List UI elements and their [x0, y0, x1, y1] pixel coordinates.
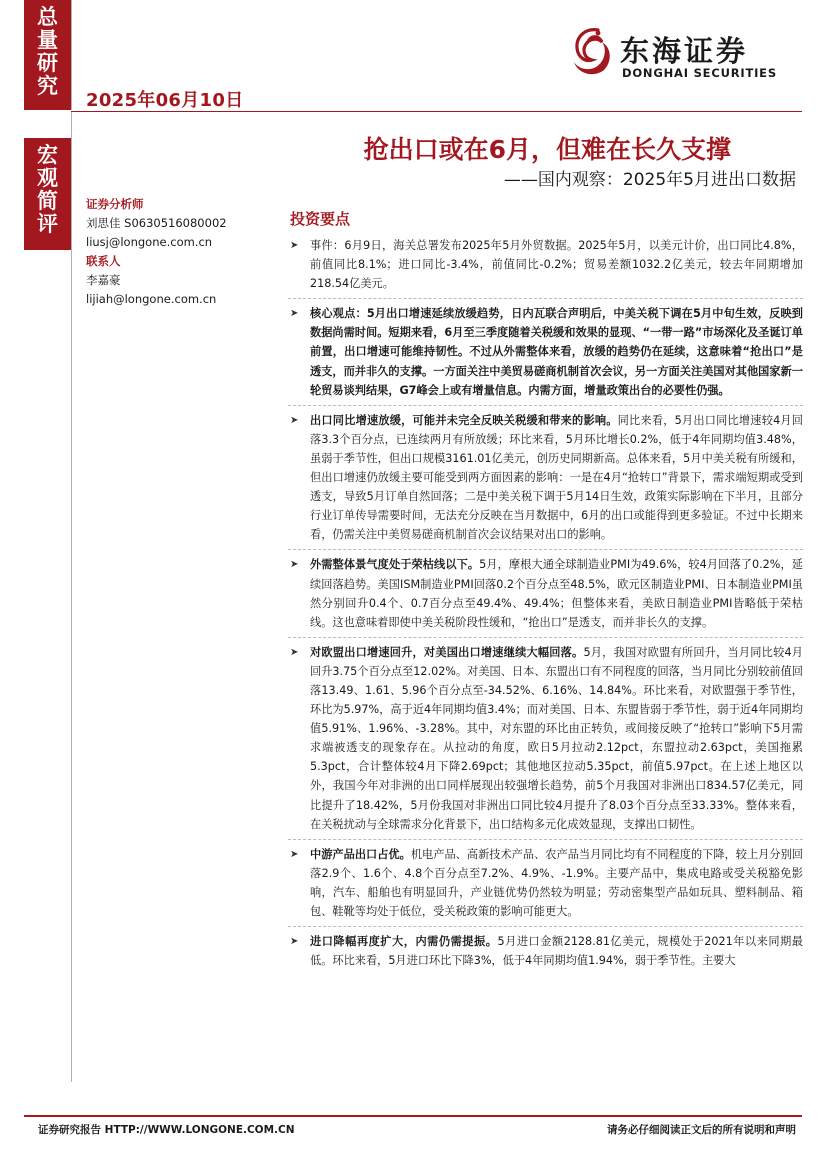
arrow-bullet-icon: ➤ — [290, 414, 299, 426]
report-subtitle: ——国内观察：2025年5月进出口数据 — [503, 170, 796, 190]
analyst-email: liusj@longone.com.cn — [86, 235, 213, 249]
arrow-bullet-icon: ➤ — [290, 848, 299, 860]
contact-name: 李嘉豪 — [86, 273, 121, 287]
arrow-bullet-icon: ➤ — [290, 646, 299, 658]
bullet-lead: 进口降幅再度扩大，内需仍需提振。 — [310, 935, 498, 949]
category-char: 研 — [37, 51, 58, 75]
footer-rule — [24, 1115, 802, 1117]
footer-disclaimer: 请务必仔细阅读正文后的所有说明和声明 — [607, 1124, 796, 1136]
category-char: 量 — [37, 28, 58, 52]
sidebar-divider — [71, 0, 72, 110]
bullet-lead: 对欧盟出口增速回升，对美国出口增速继续大幅回落。 — [310, 645, 584, 659]
arrow-bullet-icon: ➤ — [290, 936, 299, 948]
contact-label: 联系人 — [86, 254, 121, 268]
list-item — [288, 845, 803, 921]
logo-text-cn: 东海证券 — [620, 34, 749, 68]
analyst-block — [86, 195, 276, 309]
bullet-text: 事件：6月9日，海关总署发布2025年5月外贸数据。2025年5月，以美元计价，出口同比4.8%，前值同比8.1%；进口同比-3.4%，前值同比-0.2%；贸易差额1032.2亿美元，较去年同期增加218.54亿美元。 — [310, 239, 803, 291]
logo-text-en: DONGHAI SECURITIES — [622, 66, 777, 80]
category-char: 观 — [37, 166, 58, 190]
key-points-list — [288, 236, 803, 981]
dragon-logo-icon — [568, 24, 616, 80]
footer-website: 证券研究报告 HTTP://WWW.LONGONE.COM.CN — [38, 1124, 295, 1136]
report-title: 抢出口或在6月，但难在长久支撑 — [363, 135, 731, 164]
category-char: 宏 — [37, 143, 58, 167]
category-char: 究 — [37, 74, 58, 98]
bullet-text: 5月，摩根大通全球制造业PMI为49.6%，较4月回落了0.2%，延续回落趋势。美国ISM制造业PMI回落0.2个百分点至48.5%，欧元区制造业PMI、日本制造业PMI虽然分别回升0.4个、0.7百分点至49.4%、49.4%；但整体来看，美欧日制造业PMI皆略低于荣枯线。这也意味着即使中美关税阶段性缓和，“抢出口”是透支，而并非长久的支撑。 — [310, 558, 803, 629]
category-tab-research — [24, 0, 71, 110]
sidebar-divider — [71, 112, 72, 1082]
bullet-lead: 出口同比增速放缓，可能并未完全反映关税缓和带来的影响。 — [310, 413, 618, 427]
bullet-lead: 中游产品出口占优。 — [310, 847, 411, 861]
list-item — [288, 643, 803, 834]
category-char: 简 — [37, 189, 58, 213]
analyst-label: 证券分析师 — [86, 197, 144, 211]
donghai-logo — [568, 24, 798, 84]
list-item — [288, 555, 803, 631]
bullet-text: 5月进口金额2128.81亿美元，规模处于2021年以来同期最低。环比来看，5月进口环比下降3%，低于4年同期均值1.94%，弱于季节性。主要大 — [310, 935, 803, 968]
analyst-name: 刘思佳 S0630516080002 — [86, 216, 227, 230]
bullet-text: 同比来看，5月出口同比增速较4月回落3.3个百分点，已连续两月有所放缓；环比来看，5月环比增长0.2%，低于4年同期均值3.48%，虽弱于季节性，但出口规模3161.01亿美元，创历史同期新高。总体来看，5月中美关税有所缓和，但出口增速仍放缓主要可能受到两方面因素的影响：一是在4月“抢转口”背景下，需求端短期或受到透支，导致5月订单自然回落；二是中美关税下调于5月14日生效，政策实际影响在下半月，且部分行业订单传导需要时间，无法充分反映在当月数据中，6月的出口或能得到更多验证。不过中长期来看，仍需关注中美贸易磋商机制首次会议结果对出口的影响。 — [310, 413, 803, 542]
arrow-bullet-icon: ➤ — [290, 308, 299, 320]
list-item — [288, 236, 803, 293]
category-char: 评 — [37, 212, 58, 236]
category-char: 总 — [37, 5, 58, 29]
bullet-lead: 核心观点：5月出口增速延续放缓趋势，日内瓦联合声明后，中美关税下调在5月中旬生效，反映到数据尚需时间。短期来看，6月至三季度随着关税缓和效果的显现、“一带一路”市场深化及圣诞订单前置，出口增速可能维持韧性。不过从外需整体来看，放缓的趋势仍在延续，这意味着“抢出口”是透支，而并非久的支撑。一方面关注中美贸易磋商机制首次会议，另一方面关注美国对其他国家新一轮贸易谈判结果，G7峰会上或有增量信息。内需方面，增量政策出台的必要性仍强。 — [310, 307, 803, 397]
report-date: 2025年06月10日 — [86, 90, 244, 111]
contact-email: lijiah@longone.com.cn — [86, 292, 217, 306]
list-item — [288, 932, 803, 970]
key-points-heading: 投资要点 — [290, 210, 351, 228]
list-item — [288, 411, 803, 545]
bullet-lead: 外需整体景气度处于荣枯线以下。 — [310, 558, 480, 572]
arrow-bullet-icon: ➤ — [290, 559, 299, 571]
category-tab-macro — [24, 138, 71, 250]
header-rule — [71, 111, 802, 112]
bullet-text: 5月，我国对欧盟有所回升，当月同比较4月回升3.75个百分点至12.02%。对美国、日本、东盟出口有不同程度的回落，当月同比分别较前值回落13.49、1.61、5.96个百分点至-34.52%、6.16%、14.84%。环比来看，对欧盟强于季节性，环比为5.97%，高于近4年同期均值3.4%；而对美国、日本、东盟皆弱于季节性，弱于近4年同期均值5.91%、1.96%、-3.28%。其中，对东盟的环比由正转负，或间接反映了“抢转口”影响下5月需求端被透支的现象存在。从拉动的角度，欧日5月拉动2.12pct，东盟拉动2.63pct，美国拖累5.3pct，合计整体较4月下降2.69pct；其他地区拉动5.35pct，前值5.97pct。在上述上地区以外，我国今年对非洲的出口同样展现出较强增长趋势，前5个月我国对非洲出口834.57亿美元，同比提升了18.42%，5月份我国对非洲出口同比较4月提升了8.03个百分点至33.33%。整体来看，在关税扰动与全球需求分化背景下，出口结构多元化成效显现，支撑出口韧性。 — [310, 645, 803, 831]
list-item — [288, 304, 803, 399]
bullet-text: 机电产品、高新技术产品、农产品当月同比均有不同程度的下降，较上月分别回落2.9个、1.6个、4.8个百分点至7.2%、4.9%、-1.9%。主要产品中，集成电路或受关税豁免影响，汽车、船舶也有明显回升，产业链优势仍然较为明显；劳动密集型产品如玩具、塑料制品、箱包、鞋靴等均处于低位，受关税政策的影响可能更大。 — [310, 847, 803, 918]
arrow-bullet-icon: ➤ — [290, 240, 299, 251]
